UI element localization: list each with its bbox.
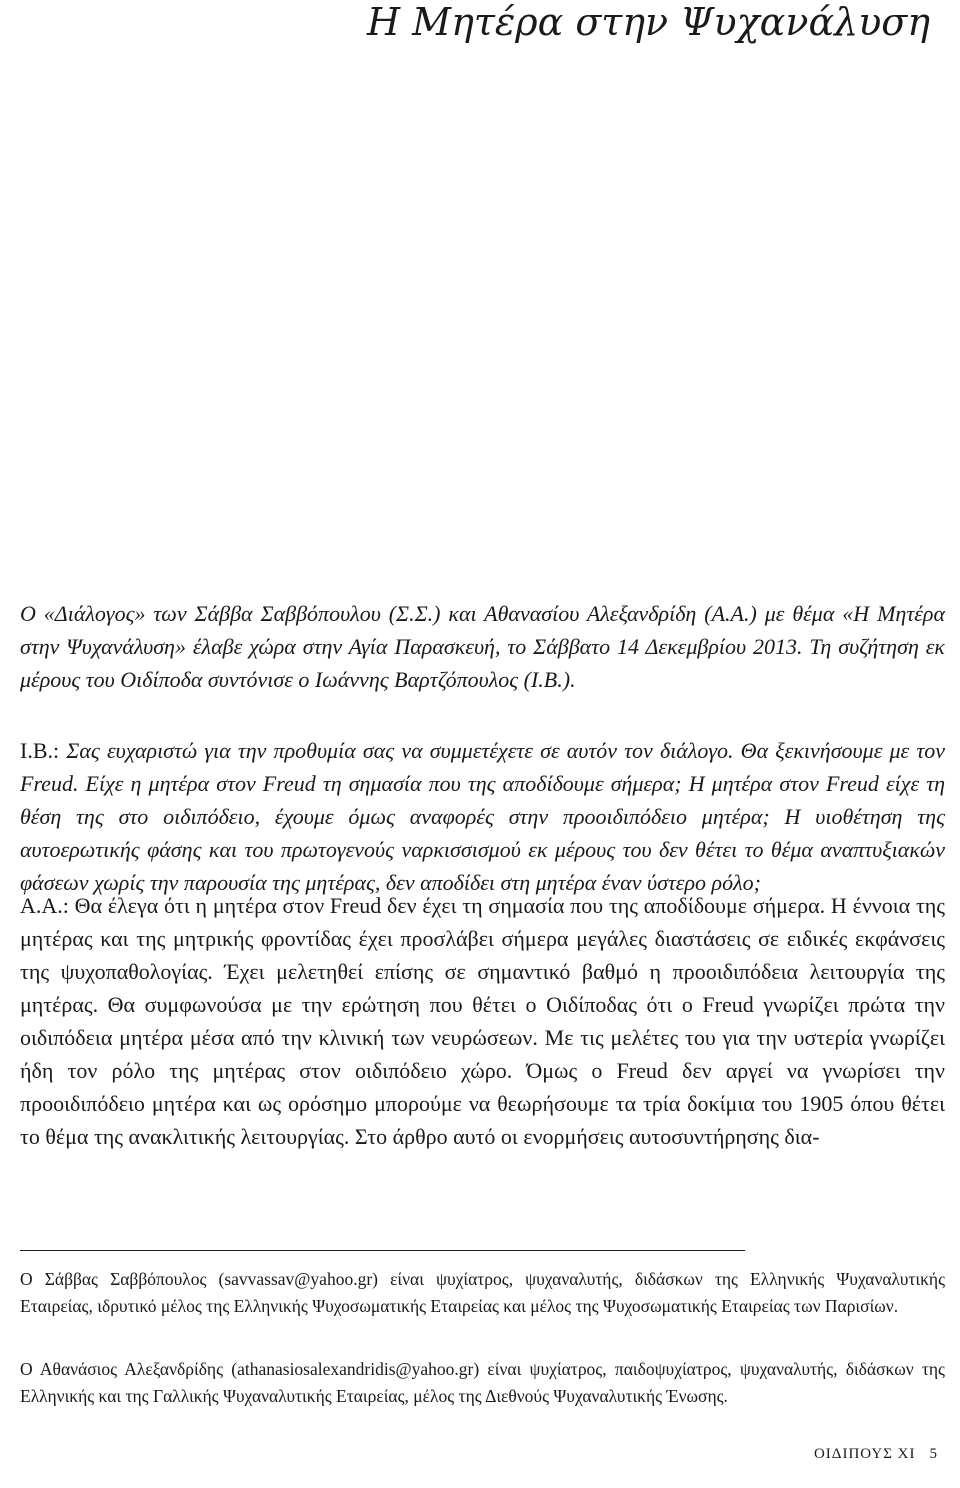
footnote-alexandridis: Ο Αθανάσιος Αλεξανδρίδης (athanasiosalexandridis@yahoo.gr) είναι ψυχίατρος, παιδοψυχίατρος, ψυχαναλυτής, διδάσκων της Ελληνικής και της Γαλλικής Ψυχαναλυτικής Εταιρείας, μέλος της Διεθνούς Ψυχαναλυτικής Ένωσης. xyxy=(20,1359,945,1406)
footnote-divider xyxy=(20,1250,745,1251)
page-number: 5 xyxy=(929,1446,938,1462)
speaker-label-ib: Ι.Β.: xyxy=(20,738,60,763)
page-footer xyxy=(814,1446,938,1463)
dialogue-answer-aa xyxy=(20,889,945,1153)
dialogue-text-aa: Θα έλεγα ότι η μητέρα στον Freud δεν έχει τη σημασία που της αποδίδουμε σήμερα. Η έννοια της μητέρας και της μητρικής φροντίδας έχει προσλάβει σήμερα μεγάλες διαστάσεις σε ειδικές εκφάνσεις της ψυχοπαθολογίας. Έχει μελετηθεί επίσης σε σημαντικό βαθμό η προοιδιπόδεια λειτουργία της μητέρας. Θα συμφωνούσα με την ερώτηση που θέτει ο Οιδίποδας ότι ο Freud γνωρίζει πρώτα την οιδιπόδεια μητέρα μέσα από την κλινική των νευρώσεων. Με τις μελέτες του για την υστερία γνωρίζει ήδη τον ρόλο της μητέρας στον οιδιπόδειο χώρο. Όμως ο Freud δεν αργεί να γνωρίσει την προοιδιπόδειο μητέρα και ως ορόσημο μπορούμε να θεωρήσουμε τα τρία δοκίμια του 1905 όπου θέτει το θέμα της ανακλιτικής λειτουργίας. Στο άρθρο αυτό οι ενορμήσεις αυτοσυντήρησης δια- xyxy=(20,893,946,1149)
intro-paragraph: Ο «Διάλογος» των Σάββα Σαββόπουλου (Σ.Σ.) και Αθανασίου Αλεξανδρίδη (Α.Α.) με θέμα «Η Μητέρα στην Ψυχανάλυση» έλαβε χώρα στην Αγία Παρασκευή, το Σάββατο 14 Δεκεμβρίου 2013. Τη συζήτηση εκ μέρους του Οιδίποδα συντόνισε ο Ιωάννης Βαρτζόπουλος (Ι.Β.). xyxy=(20,601,945,692)
speaker-label-aa: Α.Α.: xyxy=(20,893,69,918)
dialogue-question-ib xyxy=(20,734,945,899)
footnote-savvopoulos: Ο Σάββας Σαββόπουλος (savvassav@yahoo.gr) είναι ψυχίατρος, ψυχαναλυτής, διδάσκων της Ελληνικής Ψυχαναλυτικής Εταιρείας, ιδρυτικό μέλος της Ελληνικής Ψυχοσωματικής Εταιρείας και μέλος της Ψυχοσωματικής Εταιρείας των Παρισίων. xyxy=(20,1269,945,1316)
journal-name: ΟΙΔΙΠΟΥΣ XI xyxy=(813,1446,916,1462)
dialogue-text-ib: Σας ευχαριστώ για την προθυμία σας να συμμετέχετε σε αυτόν τον διάλογο. Θα ξεκινήσουμε με τον Freud. Είχε η μητέρα στον Freud τη σημασία που της αποδίδουμε σήμερα; Η μητέρα στον Freud είχε τη θέση της στο οιδιπόδειο, έχουμε όμως αναφορές στην προοιδιπόδειο μητέρα; Η υιοθέτηση της αυτοερωτικής φάσης και του πρωτογενούς ναρκισσισμού εκ μέρους του δεν θέτει το θέμα αναπτυξιακών φάσεων χωρίς την παρουσία της μητέρας, δεν αποδίδει στη μητέρα έναν ύστερο ρόλο; xyxy=(20,738,945,895)
page-title: Η Μητέρα στην Ψυχανάλυση xyxy=(366,0,930,44)
